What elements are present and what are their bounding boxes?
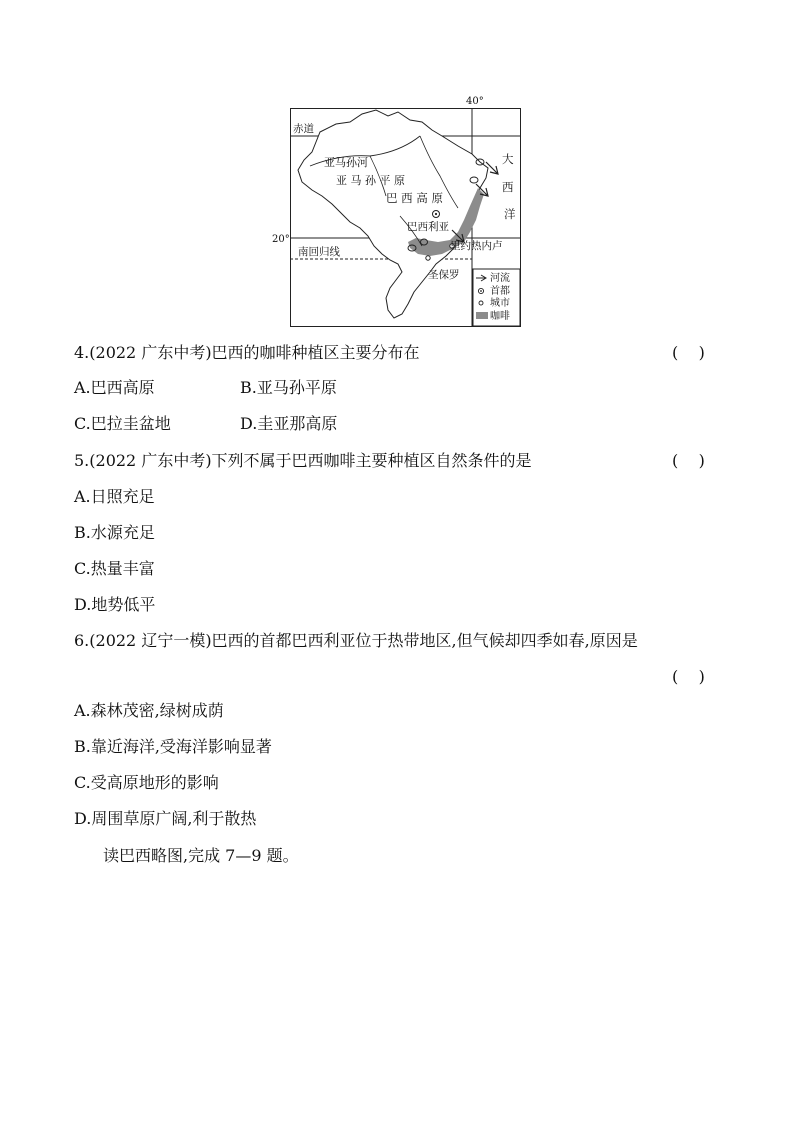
- question-5-stem: 5.(2022 广东中考)下列不属于巴西咖啡主要种植区自然条件的是: [74, 451, 532, 470]
- question-6-answer-paren[interactable]: ( ): [672, 667, 705, 686]
- rio-label: 里约热内卢: [450, 240, 503, 252]
- saopaulo-city-icon: [426, 256, 430, 260]
- question-6-option-c[interactable]: C.受高原地形的影响: [74, 773, 219, 792]
- next-questions-intro: 读巴西略图,完成 7—9 题。: [103, 846, 299, 865]
- question-4-stem: 4.(2022 广东中考)巴西的咖啡种植区主要分布在: [74, 343, 420, 362]
- atlantic-label-1: 大: [502, 152, 514, 166]
- brazil-map: [272, 96, 522, 328]
- equator-label: 赤道: [293, 123, 314, 135]
- legend-capital-label: 首都: [490, 286, 510, 297]
- question-6-option-a[interactable]: A.森林茂密,绿树成荫: [74, 701, 224, 720]
- atlantic-label-2: 西: [502, 180, 514, 194]
- atlantic-label-3: 洋: [504, 207, 516, 221]
- tropic-label: 南回归线: [298, 246, 340, 258]
- legend-coffee-label: 咖啡: [490, 311, 510, 322]
- legend-city-icon: [479, 301, 483, 305]
- brazil-plateau-label: 巴 西 高 原: [386, 191, 443, 205]
- legend-coffee-swatch: [476, 312, 488, 319]
- question-4-option-c[interactable]: C.巴拉圭盆地: [74, 414, 171, 433]
- lat-label-40: 40°: [466, 96, 484, 107]
- saopaulo-label: 圣保罗: [428, 269, 460, 281]
- legend-city-label: 城市: [490, 298, 510, 309]
- brasilia-capital-dot: [435, 213, 437, 215]
- question-5-answer-paren[interactable]: ( ): [672, 451, 705, 470]
- amazon-river-label: 亚马孙河: [324, 156, 368, 169]
- question-5-option-d[interactable]: D.地势低平: [74, 595, 156, 614]
- question-5-option-b[interactable]: B.水源充足: [74, 523, 155, 542]
- question-4-option-a[interactable]: A.巴西高原: [74, 378, 155, 397]
- question-4-option-b[interactable]: B.亚马孙平原: [240, 378, 337, 397]
- question-5-option-a[interactable]: A.日照充足: [74, 487, 155, 506]
- question-6-option-b[interactable]: B.靠近海洋,受海洋影响显著: [74, 737, 272, 756]
- brasilia-label: 巴西利亚: [407, 221, 449, 233]
- question-6-option-d[interactable]: D.周围草原广阔,利于散热: [74, 809, 257, 828]
- amazon-plain-label: 亚 马 孙 平 原: [336, 174, 405, 187]
- question-4-answer-paren[interactable]: ( ): [672, 343, 705, 362]
- question-4-option-d[interactable]: D.圭亚那高原: [240, 414, 338, 433]
- question-6-stem: 6.(2022 辽宁一模)巴西的首都巴西利亚位于热带地区,但气候却四季如春,原因是: [74, 631, 638, 650]
- question-5-option-c[interactable]: C.热量丰富: [74, 559, 155, 578]
- legend-capital-dot: [480, 290, 482, 292]
- legend-river-label: 河流: [490, 273, 510, 284]
- lat-label-20: 20°: [272, 234, 290, 245]
- brazil-outline: [298, 110, 488, 318]
